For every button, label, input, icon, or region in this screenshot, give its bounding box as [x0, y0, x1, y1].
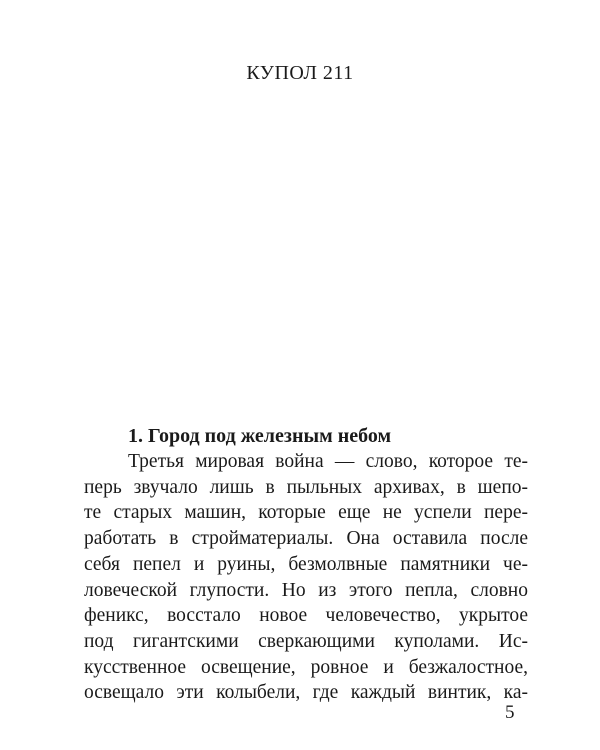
- chapter-body-text: [84, 449, 528, 706]
- text-line: работать в стройматериалы. Она оставила после: [84, 528, 528, 550]
- running-header-title: КУПОЛ 211: [246, 62, 354, 84]
- text-line: себя пепел и руины, безмолвные памятники че-: [84, 553, 528, 575]
- text-line: освещало эти колыбели, где каждый винтик, ка-: [84, 682, 528, 704]
- page-number: 5: [505, 702, 515, 723]
- text-line: ловеческой глупости. Но из этого пепла, словно: [84, 579, 528, 601]
- text-line: под гигантскими сверкающими куполами. Ис-: [84, 630, 528, 652]
- text-line: те старых машин, которые еще не успели пере-: [84, 502, 528, 524]
- text-line: перь звучало лишь в пыльных архивах, в шепо-: [84, 476, 528, 498]
- text-line: феникс, восстало новое человечество, укрытое: [84, 605, 528, 627]
- chapter-heading: 1. Город под железным небом: [128, 425, 392, 447]
- text-line: Третья мировая война — слово, которое те-: [128, 451, 528, 472]
- text-line: кусственное освещение, ровное и безжалостное,: [84, 656, 528, 678]
